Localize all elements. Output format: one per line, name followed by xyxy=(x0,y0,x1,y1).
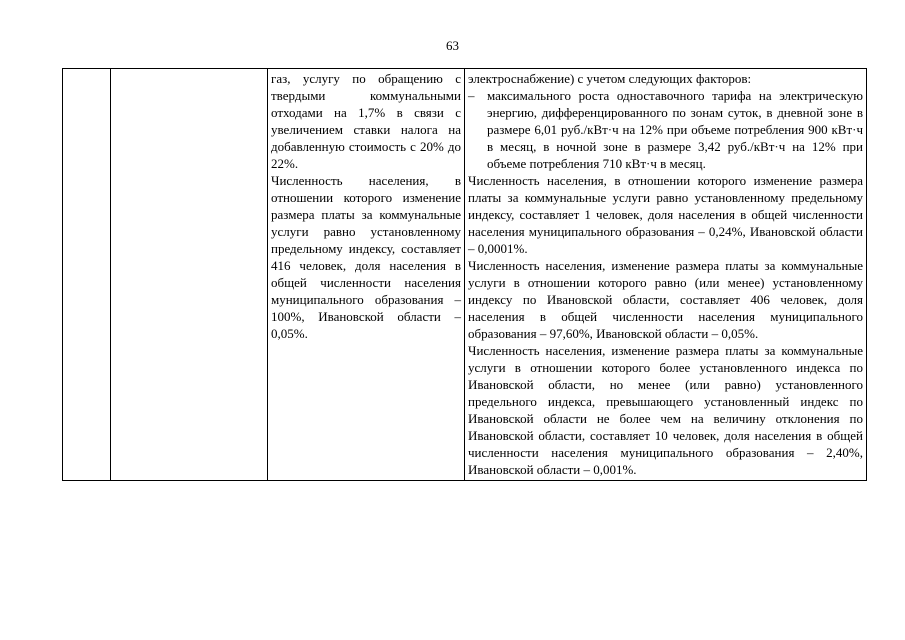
list-item-text: максимального роста одноставочного тарифа на электрическую энергию, дифференцированного по зонам суток, в дневной зоне в размере 6,01 руб./кВт·ч на 12% при объеме потребления 900 кВт·ч в месяц, в ночной зоне в размере 3,42 руб./кВт·ч на 12% при объеме потребления 710 кВт·ч в месяц. xyxy=(487,88,863,171)
list-dash-marker: – xyxy=(468,88,475,103)
table-cell-col2 xyxy=(111,69,268,481)
col4-paragraph-4: Численность населения, изменение размера платы за коммунальные услуги в отношении которого более установленного индекса по Ивановской области, но менее (или равно) установленного предельного индекса, превышающего установленный индекс по Ивановской области не более чем на величину отклонения по Ивановской области, составляет 10 человек, доля населения в общей численности населения муниципального образования – 2,40%, Ивановской области – 0,001%. xyxy=(468,343,863,477)
list-item xyxy=(468,87,863,172)
table-cell-col4 xyxy=(465,69,867,481)
col3-paragraph-2: Численность населения, в отношении которого изменение размера платы за коммунальные услуги равно установленному предельному индексу, составляет 416 человек, доля населения в общей численности населения муниципального образования – 100%, Ивановской области – 0,05%. xyxy=(271,173,461,341)
table-row xyxy=(63,69,867,481)
col4-paragraph-2: Численность населения, в отношении которого изменение размера платы за коммунальные услуги равно установленному предельному индексу, составляет 1 человек, доля населения в общей численности населения муниципального образования – 0,24%, Ивановской области – 0,0001%. xyxy=(468,173,863,256)
col3-paragraph-1: газ, услугу по обращению с твердыми коммунальными отходами на 1,7% в связи с увеличением ставки налога на добавленную стоимость с 20% до 22%. xyxy=(271,71,461,171)
table-cell-col3 xyxy=(268,69,465,481)
col4-paragraph-3: Численность населения, изменение размера платы за коммунальные услуги в отношении которого равно (или менее) установленному индексу по Ивановской области, составляет 406 человек, доля населения в общей численности населения муниципального образования – 97,60%, Ивановской области – 0,05%. xyxy=(468,258,863,341)
col4-paragraph-1: электроснабжение) с учетом следующих факторов: xyxy=(468,71,752,86)
page-number: 63 xyxy=(446,38,459,53)
table-cell-col1 xyxy=(63,69,111,481)
document-table xyxy=(62,68,867,481)
